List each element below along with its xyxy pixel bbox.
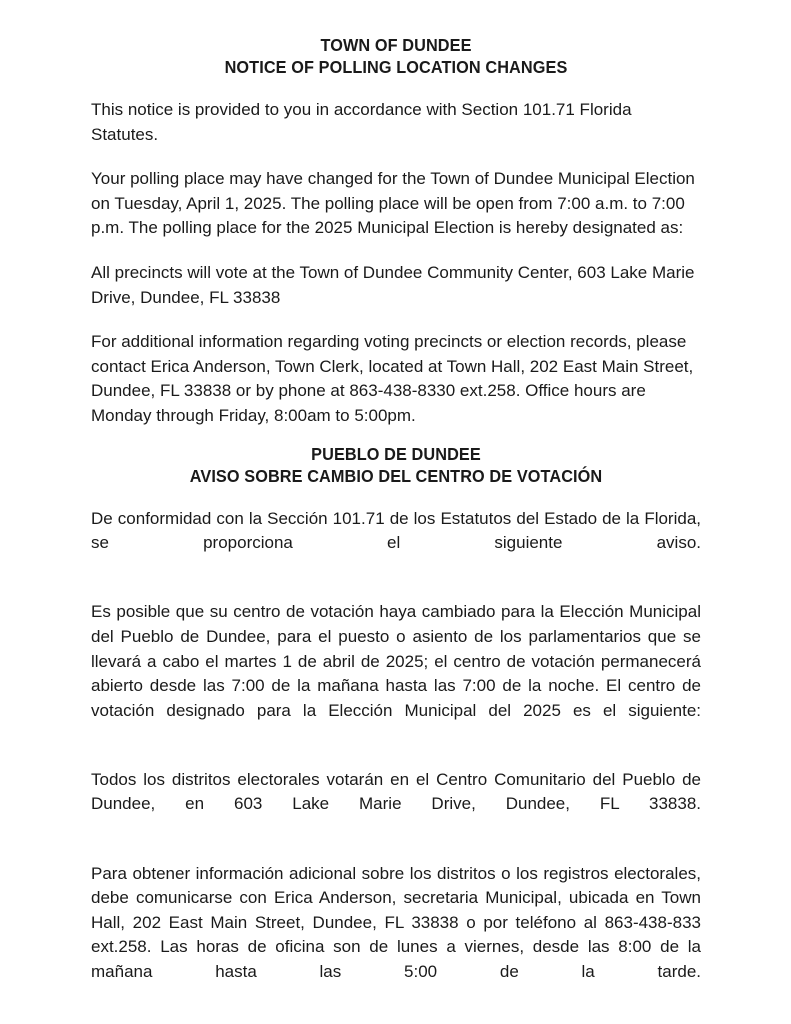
english-title-line-2: NOTICE OF POLLING LOCATION CHANGES [224, 57, 568, 77]
english-paragraph-polling-change: Your polling place may have changed for the Town of Dundee Municipal Election on Tuesday, April 1, 2025. The polling place will be open from 7:00 a.m. to 7:00 p.m. The polling place for the 2025 Municipal Election is hereby designated as: [91, 169, 695, 238]
spacer [91, 748, 701, 768]
spacer [91, 842, 701, 862]
spanish-paragraph-polling-location: Todos los distritos electorales votarán en el Centro Comunitario del Pueblo de Dundee, en 603 Lake Marie Drive, Dundee, FL 33838. [91, 769, 701, 814]
spacer [91, 78, 701, 98]
spanish-paragraph-polling-change: Es posible que su centro de votación haya cambiado para la Elección Municipal del Pueblo de Dundee, para el puesto o asiento de los parlamentarios que se llevará a cabo el martes 1 de abril de 2025; el centro de votación permanecerá abierto desde las 7:00 de la mañana hasta las 7:00 de la noche. El centro de votación designado para la Elección Municipal del 2025 es el siguiente: [91, 602, 701, 720]
spanish-heading-block [91, 443, 701, 487]
english-heading-block [91, 34, 701, 78]
spanish-paragraph-statute-notice: De conformidad con la Sección 101.71 de los Estatutos del Estado de la Florida, se proporciona el siguiente aviso. [91, 508, 701, 553]
english-paragraph-polling-location: All precincts will vote at the Town of Dundee Community Center, 603 Lake Marie Drive, Dundee, FL 33838 [91, 262, 695, 307]
english-paragraph-contact-info: For additional information regarding voting precincts or election records, please contact Erica Anderson, Town Clerk, located at Town Hall, 202 East Main Street, Dundee, FL 33838 or by phone at 863-438-8330 ext.258. Office hours are Monday through Friday, 8:00am to 5:00pm. [91, 332, 694, 425]
spacer [91, 147, 701, 167]
document-content [91, 34, 701, 1009]
spacer [91, 241, 701, 261]
spacer [91, 580, 701, 600]
spacer [91, 429, 701, 443]
english-title-line-1: TOWN OF DUNDEE [320, 35, 472, 55]
english-paragraph-statute-notice: This notice is provided to you in accordance with Section 101.71 Florida Statutes. [91, 100, 632, 144]
spanish-title-line-1: PUEBLO DE DUNDEE [311, 443, 481, 464]
spacer [91, 487, 701, 507]
spanish-paragraph-contact-info: Para obtener información adicional sobre los distritos o los registros electorales, debe comunicarse con Erica Anderson, secretaria Municipal, ubicada en Town Hall, 202 East Main Street, Dundee, FL 33838 o por teléfono al 863-438-833 ext.258. Las horas de oficina son de lunes a viernes, desde las 8:00 de la mañana hasta las 5:00 de la tarde. [91, 863, 701, 982]
spacer [91, 310, 701, 330]
spanish-title-line-2: AVISO SOBRE CAMBIO DEL CENTRO DE VOTACIÓN [189, 465, 603, 486]
